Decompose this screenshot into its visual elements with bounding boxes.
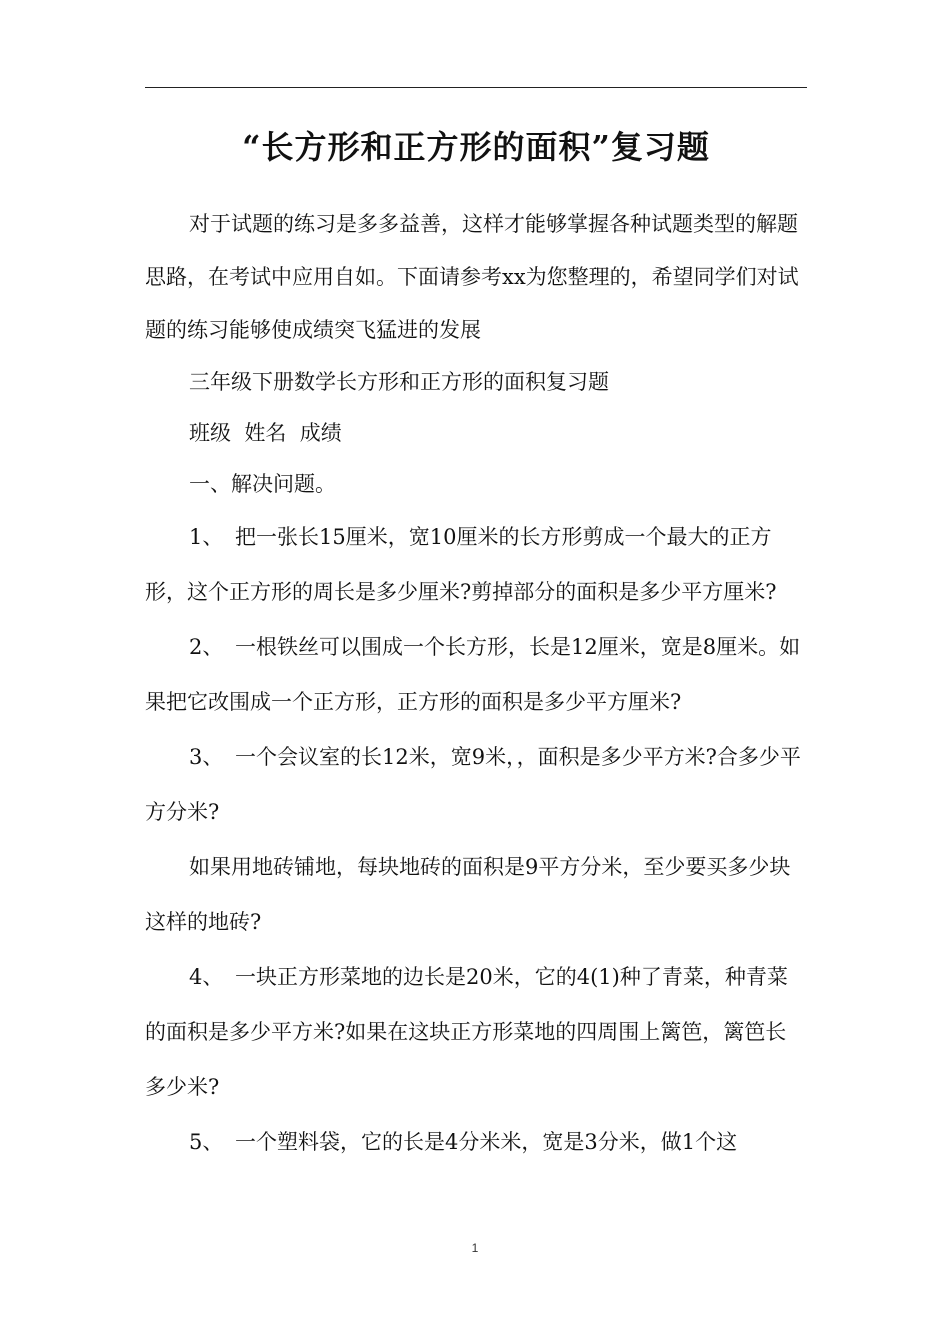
question-text: 如果用地砖铺地，每块地砖的面积是9平方分米，至少要买多少块这样的地砖? <box>145 855 791 934</box>
question-text: 一根铁丝可以围成一个长方形，长是12厘米，宽是8厘米。如果把它改围成一个正方形，正方形的面积是多少平方厘米? <box>145 635 801 714</box>
question-text: 把一张长15厘米，宽10厘米的长方形剪成一个最大的正方形，这个正方形的周长是多少厘米?剪掉部分的面积是多少平方厘米? <box>145 525 777 604</box>
question-item <box>145 950 807 1115</box>
subtitle-line: 三年级下册数学长方形和正方形的面积复习题 <box>189 370 609 394</box>
question-followup <box>145 840 807 950</box>
section-heading: 一、解决问题。 <box>189 472 336 496</box>
intro-paragraph: 对于试题的练习是多多益善，这样才能够掌握各种试题类型的解题思路，在考试中应用自如。下面请参考xx为您整理的，希望同学们对试题的练习能够使成绩突飞猛进的发展 <box>145 212 799 342</box>
question-item <box>145 730 807 840</box>
document-title: “长方形和正方形的面积”复习题 <box>242 128 710 166</box>
question-number: 5、 <box>189 1130 224 1154</box>
document-body <box>145 198 807 1170</box>
question-number: 2、 <box>189 635 224 659</box>
question-text: 一块正方形菜地的边长是20米，它的4(1)种了青菜，种青菜的面积是多少平方米?如果在这块正方形菜地的四周围上篱笆，篱笆长多少米? <box>145 965 788 1099</box>
question-text: 一个会议室的长12米，宽9米，，面积是多少平方米?合多少平方分米? <box>145 745 801 824</box>
question-item <box>145 620 807 730</box>
question-number: 1、 <box>189 525 224 549</box>
question-text: 一个塑料袋，它的长是4分米米，宽是3分米，做1个这 <box>235 1130 738 1154</box>
question-number: 4、 <box>189 965 224 989</box>
class-name-score-line: 班级 姓名 成绩 <box>189 421 342 445</box>
question-item <box>145 510 807 620</box>
page-number: 1 <box>471 1241 479 1255</box>
header-rule <box>145 87 807 88</box>
question-number: 3、 <box>189 745 224 769</box>
question-item <box>145 1115 807 1170</box>
